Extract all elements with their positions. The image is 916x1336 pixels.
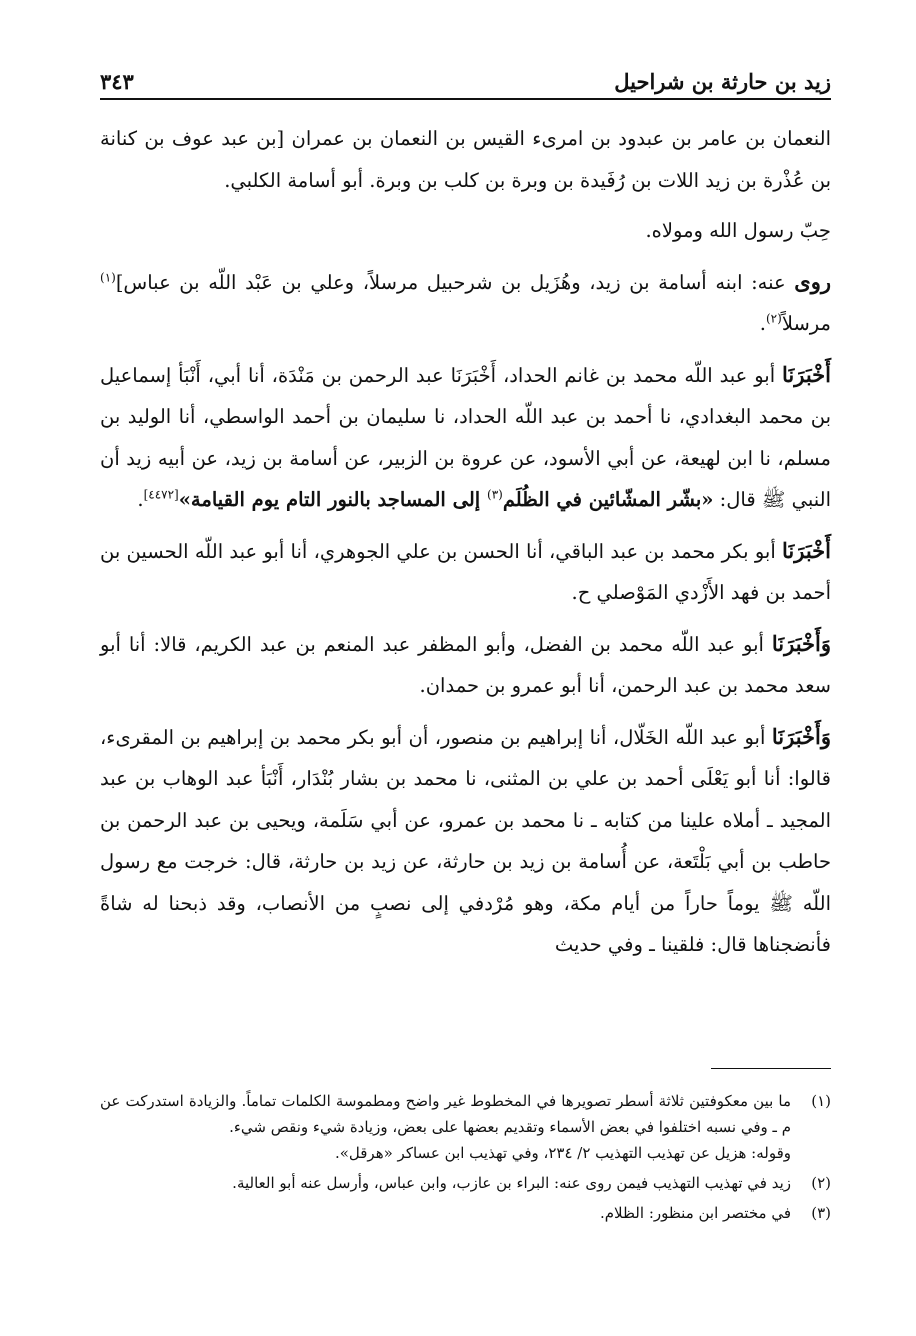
paragraph-hadith-1 xyxy=(100,354,831,521)
paragraph-epithet: حِبّ رسول الله ومولاه. xyxy=(645,219,831,242)
footnote-ref-2[interactable]: (٢) xyxy=(765,311,782,326)
hadith-quote-continued: إلى المساجد بالنور التام يوم القيامة» xyxy=(178,488,487,511)
hadith-quote: «بشّر المشّائين في الظُلَم xyxy=(502,488,714,511)
paragraph-text: أبو عبد اللّه محمد بن غانم الحداد، أَخْبَرَنَا عبد الرحمن بن مَنْدَة، أنا أبي، أَنْبَأ إسماعيل بن محمد البغدادي، نا أحمد بن عبد اللّه الحداد، نا سليمان بن أحمد الواسطي، أنا الوليد بن مسلم، نا ابن لهيعة، عن أبي الأسود، عن عروة بن الزبير، عن أسامة بن زيد، عن أبيه زيد أن النبي ﷺ قال: xyxy=(100,363,831,511)
footnote-marker: (٣) xyxy=(811,1204,831,1222)
paragraph-text: أبو بكر محمد بن عبد الباقي، أنا الحسن بن علي الجوهري، أنا أبو عبد اللّه الحسين بن أحمد بن فهد الأَزْدي المَوْصلي ح. xyxy=(100,539,831,604)
paragraph-text-mid: مرسلاً xyxy=(781,312,831,335)
paragraph-lead-word: وَأَخْبَرَنَا xyxy=(771,723,831,749)
paragraph-lineage: النعمان بن عامر بن عبدود بن امرىء القيس بن النعمان بن عمران [بن عبد عوف بن كنانة بن عُذْرة بن زيد اللات بن رُفَيدة بن وبرة بن كلب بن وبرة. أبو أسامة الكلبي. xyxy=(100,127,831,192)
paragraph-isnad-2 xyxy=(100,623,831,707)
footnote-item xyxy=(100,1088,831,1166)
paragraph-lead-word: أَخْبَرَنَا xyxy=(782,361,831,387)
paragraph-isnad-3 xyxy=(100,716,831,966)
paragraph-text: أبو عبد اللّه محمد بن الفضل، وأبو المظفر عبد المنعم بن عبد الكريم، قالا: أنا أبو سعد محمد بن عبد الرحمن، أنا أبو عمرو بن حمدان. xyxy=(100,632,831,697)
footnote-text: في مختصر ابن منظور: الظلام. xyxy=(600,1204,791,1222)
footnote-marker: (٢) xyxy=(811,1174,831,1192)
footnote-text-extra: وقوله: هزيل عن تهذيب التهذيب ٢/ ٢٣٤، وفي تهذيب ابن عساكر «هرقل». xyxy=(334,1144,791,1162)
paragraph-narrators xyxy=(100,261,831,345)
paragraph-isnad-1 xyxy=(100,530,831,614)
paragraph-lead-word: وَأَخْبَرَنَا xyxy=(771,630,831,656)
page-number: ٣٤٣ xyxy=(100,69,134,94)
paragraph-lead-word: روى xyxy=(794,268,831,294)
running-head xyxy=(100,56,831,100)
paragraph-end: . xyxy=(759,312,766,335)
paragraph-text: أبو عبد اللّه الخَلّال، أنا إبراهيم بن منصور، أن أبو بكر محمد بن إبراهيم بن المقرىء، قالوا: أنا أبو يَعْلَى أحمد بن علي بن المثنى، نا محمد بن بشار بُنْدَار، أَنْبَأ عبد الوهاب بن عبد المجيد ـ أملاه علينا من كتابه ـ نا محمد بن عمرو، عن أبي سَلَمة، ويحيى بن عبد الرحمن بن حاطب بن أبي بَلْتَعة، عن أُسامة بن زيد بن حارثة، عن زيد بن حارثة، قال: خرجت مع رسول اللّه ﷺ يوماً حاراً من أيام مكة، وهو مُرْدفي إلى نصبٍ من الأنصاب، وقد ذبحنا له شاةً فأنضجناها قال: فلقينا ـ وفي حديث xyxy=(100,725,831,956)
footnotes xyxy=(100,1088,831,1230)
paragraph-end: . xyxy=(137,488,144,511)
running-head-title: زيد بن حارثة بن شراحيل xyxy=(614,69,831,94)
footnote-divider xyxy=(711,1068,831,1069)
hadith-number: [٤٤٧٢] xyxy=(143,487,179,502)
footnote-text: ما بين معكوفتين ثلاثة أسطر تصويرها في المخطوط غير واضح ومطموسة الكلمات تماماً. والزيادة استدركت عن م ـ وفي نسبه اختلفوا في بعض الأسماء وتقديم بعضها على بعض، وزيادة شيء ونقص شيء. xyxy=(100,1092,791,1136)
paragraph-lead-word: أَخْبَرَنَا xyxy=(782,537,831,563)
footnote-text: زيد في تهذيب التهذيب فيمن روى عنه: البراء بن عازب، وابن عباس، وأرسل عنه أبو العالية. xyxy=(232,1174,791,1192)
main-text xyxy=(100,118,831,975)
footnote-item xyxy=(100,1170,831,1196)
footnote-ref-3[interactable]: (٣) xyxy=(487,487,503,502)
footnote-marker: (١) xyxy=(811,1092,831,1110)
paragraph-text: عنه: ابنه أسامة بن زيد، وهُزَيل بن شرحبيل مرسلاً، وعلي بن عَبْد اللّه بن عباس] xyxy=(115,270,795,294)
footnote-item xyxy=(100,1200,831,1226)
footnote-ref-1[interactable]: (١) xyxy=(100,270,116,284)
